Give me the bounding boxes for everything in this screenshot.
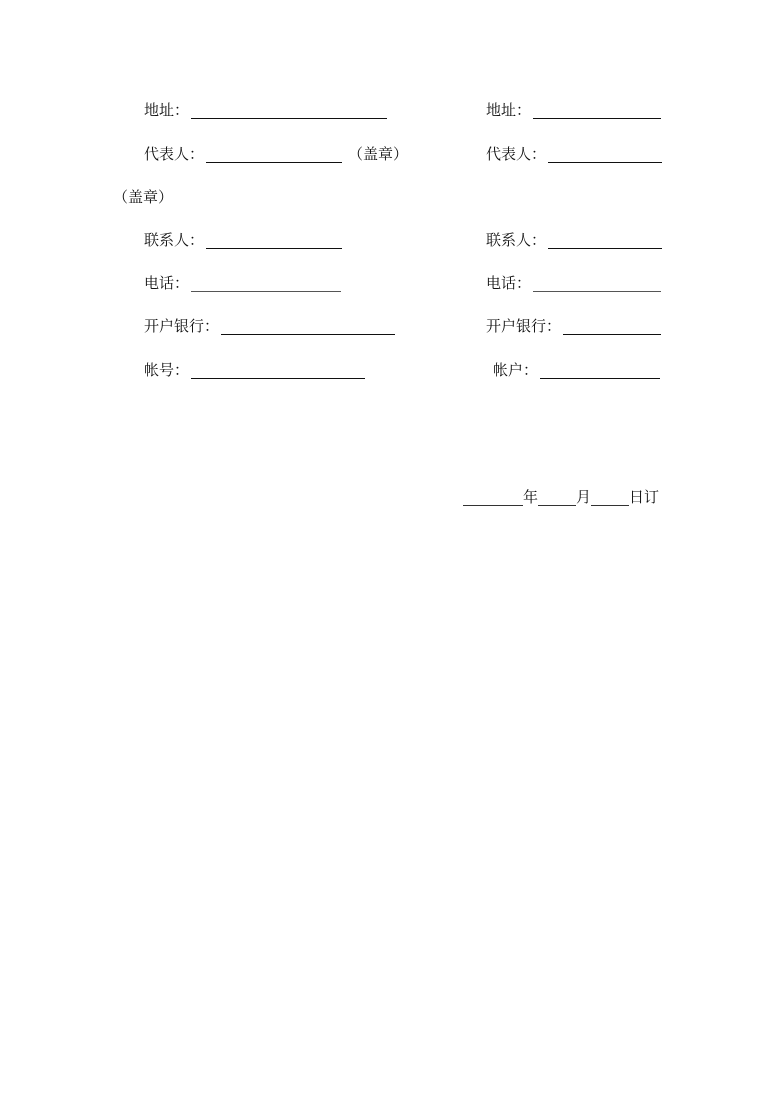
year-field[interactable] — [463, 491, 523, 506]
right-contact-label: 联系人： — [486, 231, 547, 249]
right-phone-label: 电话： — [486, 274, 532, 292]
left-phone-field[interactable] — [191, 277, 341, 292]
right-representative-label: 代表人： — [486, 145, 547, 163]
month-label: 月 — [576, 488, 592, 506]
left-phone-row — [144, 274, 341, 292]
left-contact-row — [144, 231, 342, 249]
left-representative-label: 代表人： — [144, 145, 205, 163]
day-field[interactable] — [591, 491, 629, 506]
left-phone-label: 电话： — [144, 274, 190, 292]
right-address-label: 地址： — [486, 101, 532, 119]
day-label: 日订 — [629, 488, 660, 506]
left-account-row — [144, 361, 365, 379]
right-contact-row — [486, 231, 662, 249]
month-field[interactable] — [538, 491, 576, 506]
year-label: 年 — [523, 488, 539, 506]
left-address-label: 地址： — [144, 101, 190, 119]
left-address-field[interactable] — [191, 104, 387, 119]
right-account-label: 帐户： — [493, 361, 539, 379]
left-contact-field[interactable] — [206, 234, 342, 249]
seal-note: （盖章） — [113, 188, 174, 206]
right-address-row — [486, 101, 661, 119]
right-representative-field[interactable] — [548, 148, 662, 163]
right-phone-field[interactable] — [533, 277, 661, 292]
left-seal-suffix: （盖章） — [348, 145, 409, 163]
right-representative-row — [486, 145, 662, 163]
left-bank-label: 开户银行： — [144, 317, 220, 335]
right-bank-row — [486, 317, 661, 335]
signing-date-row — [463, 488, 659, 506]
right-bank-label: 开户银行： — [486, 317, 562, 335]
right-account-row — [493, 361, 660, 379]
left-representative-field[interactable] — [206, 148, 342, 163]
left-address-row — [144, 101, 387, 119]
left-account-label: 帐号： — [144, 361, 190, 379]
right-phone-row — [486, 274, 661, 292]
right-bank-field[interactable] — [563, 320, 661, 335]
seal-note-row — [113, 188, 173, 206]
left-contact-label: 联系人： — [144, 231, 205, 249]
left-bank-field[interactable] — [221, 320, 395, 335]
right-address-field[interactable] — [533, 104, 661, 119]
right-account-field[interactable] — [540, 364, 660, 379]
left-representative-row — [144, 145, 408, 163]
right-contact-field[interactable] — [548, 234, 662, 249]
left-account-field[interactable] — [191, 364, 365, 379]
left-bank-row — [144, 317, 395, 335]
